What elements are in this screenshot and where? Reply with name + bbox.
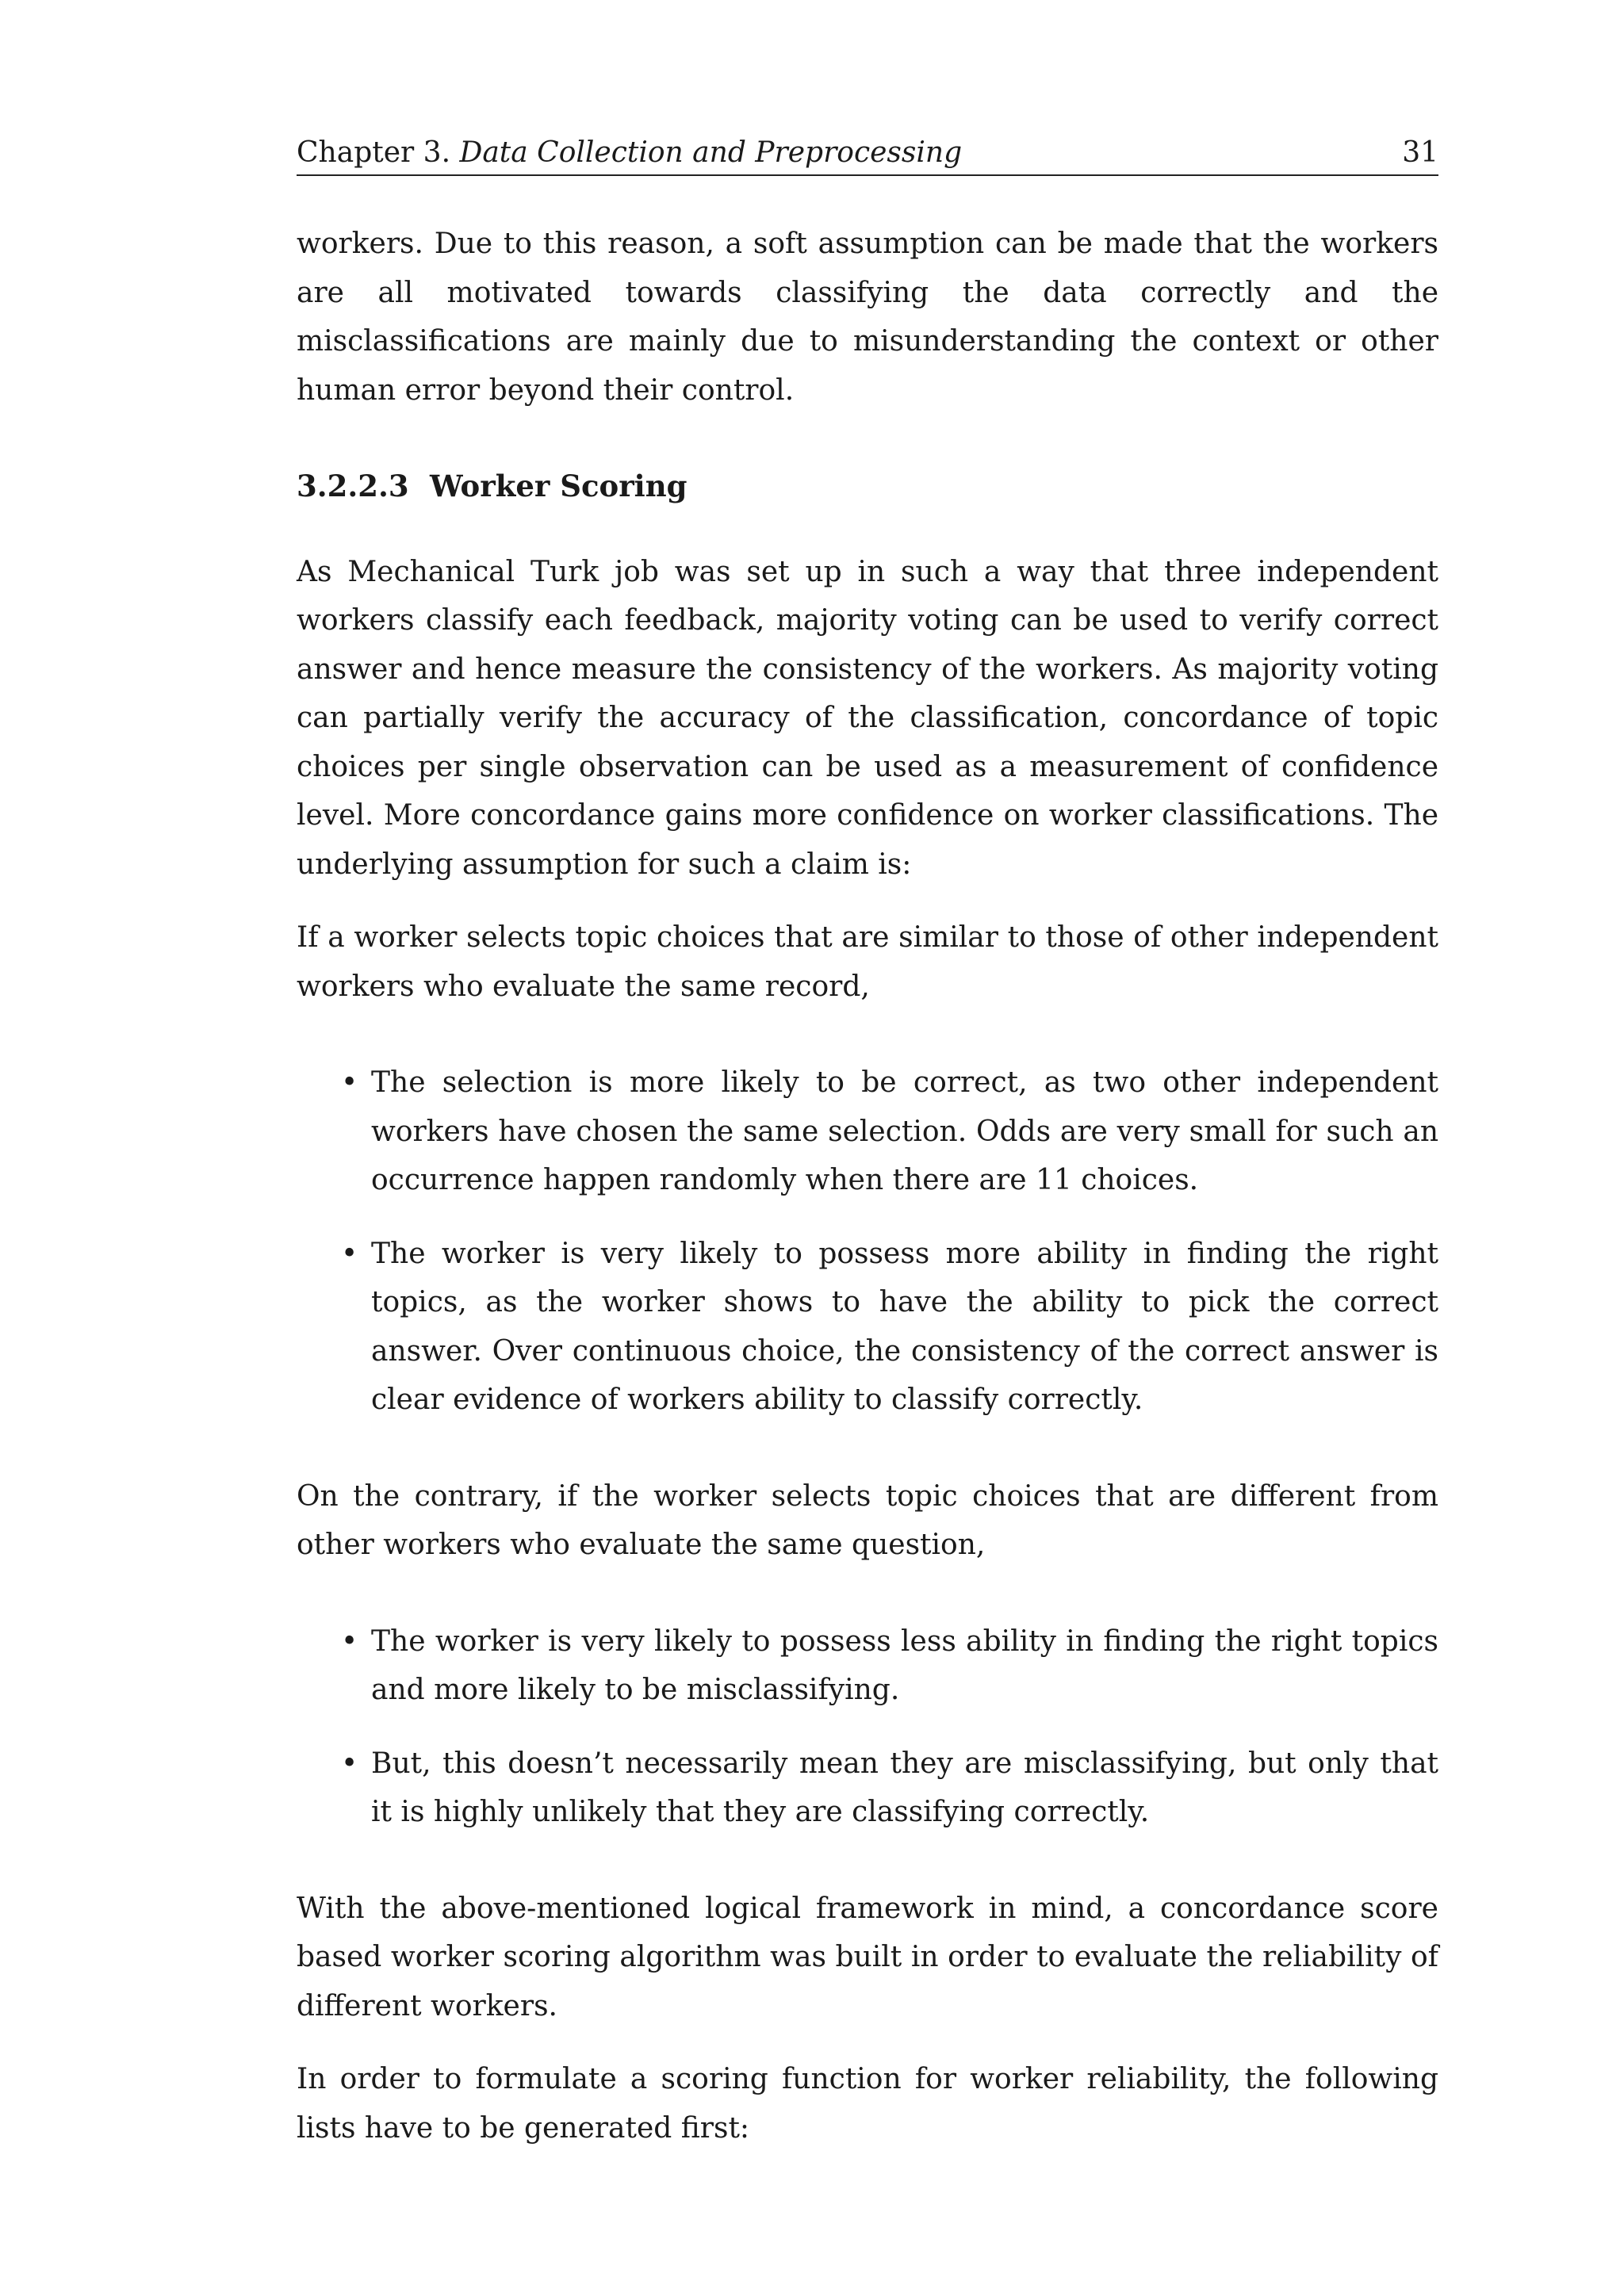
page-body [297, 220, 1438, 2152]
paragraph-similar-choices: If a worker selects topic choices that are similar to those of other independent workers who evaluate the same record, [297, 921, 1438, 1003]
bullet-icon: • [341, 1624, 358, 1658]
chapter-title: Data Collection and Preprocessing [459, 136, 963, 169]
paragraph-majority-voting: As Mechanical Turk job was set up in such a way that three independent workers classify each feedback, majority voting can be used to verify correct answer and hence measure the consistency of the workers. As majority voting can partially verify the accuracy of the classification, concordance of topic choices per single observation can be used as a measurement of confidence level. More concordance gains more confidence on worker classifications. The underlying assumption for such a claim is: [297, 555, 1438, 881]
list-item-text: The worker is very likely to possess more ability in finding the right topics, as the worker shows to have the ability to pick the correct answer. Over continuous choice, the consistency of the correct answer is clear evidence of workers ability to classify correctly. [371, 1237, 1438, 1416]
section-number: 3.2.2.3 [297, 469, 409, 503]
running-header [297, 132, 1438, 176]
page-number: 31 [1402, 136, 1438, 169]
list-item [297, 1617, 1438, 1715]
list-item [297, 1230, 1438, 1425]
bullet-list-different [297, 1617, 1438, 1837]
list-item [297, 1058, 1438, 1205]
list-item-text: But, this doesn’t necessarily mean they are misclassifying, but only that it is highly unlikely that they are classifying correctly. [371, 1747, 1438, 1828]
bullet-icon: • [341, 1237, 358, 1270]
chapter-label: Chapter 3. [297, 136, 451, 169]
list-item [297, 1739, 1438, 1837]
paragraph-framework: With the above-mentioned logical framework in mind, a concordance score based worker scoring algorithm was built in order to evaluate the reliability of different workers. [297, 1892, 1438, 2022]
bullet-list-similar [297, 1058, 1438, 1425]
list-item-text: The worker is very likely to possess less ability in finding the right topics and more likely to be misclassifying. [371, 1624, 1438, 1706]
paragraph-different-choices: On the contrary, if the worker selects topic choices that are different from other workers who evaluate the same question, [297, 1479, 1438, 1561]
chapter-heading [297, 132, 962, 174]
section-title: Worker Scoring [430, 469, 688, 503]
paragraph-scoring-function: In order to formulate a scoring function for worker reliability, the following lists have to be generated first: [297, 2063, 1438, 2145]
paragraph-continuation: workers. Due to this reason, a soft assumption can be made that the workers are all motivated towards classifying the data correctly and the misclassifications are mainly due to misunderstanding the context or other human error beyond their control. [297, 228, 1438, 407]
section-heading [297, 462, 1438, 511]
bullet-icon: • [341, 1747, 358, 1780]
bullet-icon: • [341, 1066, 358, 1099]
list-item-text: The selection is more likely to be correct, as two other independent workers have chosen the same selection. Odds are very small for such an occurrence happen randomly when there are 11 choices. [371, 1066, 1438, 1196]
